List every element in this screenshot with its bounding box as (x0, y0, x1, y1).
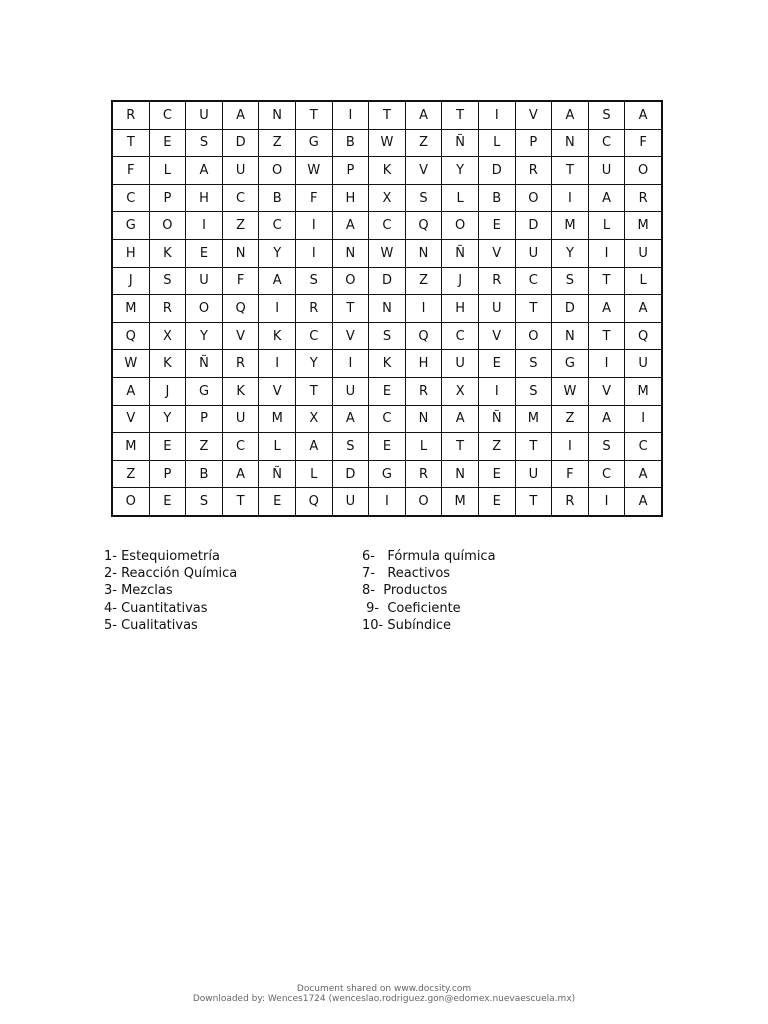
grid-cell: O (515, 322, 552, 350)
grid-row (113, 184, 662, 212)
grid-cell: T (369, 102, 406, 130)
grid-cell: C (588, 460, 625, 488)
grid-cell: R (295, 295, 332, 323)
grid-cell: C (295, 322, 332, 350)
grid-cell: A (625, 460, 662, 488)
grid-cell: N (332, 239, 369, 267)
grid-cell: G (113, 212, 150, 240)
grid-cell: E (478, 212, 515, 240)
grid-cell: C (442, 322, 479, 350)
grid-cell: M (625, 212, 662, 240)
grid-cell: D (222, 129, 259, 157)
grid-cell: S (369, 322, 406, 350)
grid-cell: Ñ (442, 129, 479, 157)
grid-cell: N (552, 129, 589, 157)
grid-cell: K (149, 350, 186, 378)
grid-cell: V (478, 239, 515, 267)
grid-cell: L (588, 212, 625, 240)
grid-cell: L (478, 129, 515, 157)
grid-cell: V (259, 377, 296, 405)
grid-cell: G (552, 350, 589, 378)
grid-cell: K (369, 350, 406, 378)
grid-cell: A (588, 405, 625, 433)
grid-cell: C (369, 405, 406, 433)
grid-cell: L (442, 184, 479, 212)
word-list-item: 9- Coeficiente (362, 600, 461, 616)
grid-cell: T (515, 433, 552, 461)
grid-row (113, 267, 662, 295)
word-search-grid-body (113, 102, 662, 516)
grid-cell: T (442, 433, 479, 461)
grid-cell: X (442, 377, 479, 405)
grid-cell: W (113, 350, 150, 378)
grid-cell: N (259, 102, 296, 130)
grid-cell: I (259, 350, 296, 378)
grid-cell: A (588, 184, 625, 212)
word-list-item: 8- Productos (362, 583, 448, 599)
grid-cell: F (295, 184, 332, 212)
word-list-item: 2- Reacción Química (104, 566, 238, 582)
grid-cell: I (478, 102, 515, 130)
grid-cell: O (186, 295, 223, 323)
grid-cell: U (625, 350, 662, 378)
grid-cell: M (259, 405, 296, 433)
grid-cell: O (405, 488, 442, 516)
grid-cell: A (332, 212, 369, 240)
grid-cell: Q (405, 322, 442, 350)
grid-cell: L (295, 460, 332, 488)
grid-cell: I (552, 184, 589, 212)
grid-cell: J (149, 377, 186, 405)
word-list-right (362, 548, 496, 634)
grid-cell: T (515, 488, 552, 516)
grid-cell: C (259, 212, 296, 240)
word-list-item: 10- Subíndice (362, 617, 451, 633)
grid-cell: Ñ (259, 460, 296, 488)
grid-cell: H (332, 184, 369, 212)
grid-cell: Y (552, 239, 589, 267)
grid-cell: O (625, 157, 662, 185)
grid-cell: A (625, 488, 662, 516)
grid-row (113, 350, 662, 378)
grid-cell: I (588, 350, 625, 378)
grid-cell: E (149, 488, 186, 516)
grid-cell: Z (222, 212, 259, 240)
grid-cell: Q (625, 322, 662, 350)
grid-cell: X (295, 405, 332, 433)
grid-cell: A (625, 295, 662, 323)
grid-cell: U (222, 157, 259, 185)
grid-cell: I (588, 488, 625, 516)
grid-cell: Z (405, 267, 442, 295)
grid-cell: N (369, 295, 406, 323)
grid-cell: E (186, 239, 223, 267)
grid-cell: U (332, 488, 369, 516)
word-list-item: 4- Cuantitativas (104, 600, 208, 616)
grid-cell: A (222, 460, 259, 488)
grid-cell: C (222, 433, 259, 461)
grid-cell: K (149, 239, 186, 267)
grid-cell: D (332, 460, 369, 488)
grid-cell: W (369, 239, 406, 267)
grid-cell: B (186, 460, 223, 488)
grid-cell: L (149, 157, 186, 185)
grid-cell: N (405, 239, 442, 267)
grid-cell: E (149, 433, 186, 461)
grid-cell: P (186, 405, 223, 433)
grid-row (113, 295, 662, 323)
grid-cell: R (149, 295, 186, 323)
grid-cell: T (295, 102, 332, 130)
grid-cell: T (588, 267, 625, 295)
grid-cell: P (149, 460, 186, 488)
grid-cell: N (552, 322, 589, 350)
grid-cell: T (113, 129, 150, 157)
grid-cell: H (186, 184, 223, 212)
grid-cell: T (332, 295, 369, 323)
grid-cell: S (149, 267, 186, 295)
grid-cell: E (369, 433, 406, 461)
grid-cell: B (478, 184, 515, 212)
grid-cell: V (515, 102, 552, 130)
grid-cell: G (369, 460, 406, 488)
grid-cell: I (259, 295, 296, 323)
grid-cell: Y (295, 350, 332, 378)
grid-cell: T (295, 377, 332, 405)
grid-cell: O (259, 157, 296, 185)
grid-cell: L (625, 267, 662, 295)
grid-cell: B (332, 129, 369, 157)
grid-cell: Y (442, 157, 479, 185)
grid-cell: U (515, 460, 552, 488)
grid-cell: Z (259, 129, 296, 157)
grid-cell: M (625, 377, 662, 405)
grid-cell: T (515, 295, 552, 323)
grid-cell: T (588, 322, 625, 350)
grid-cell: R (515, 157, 552, 185)
word-list-item: 7- Reactivos (362, 566, 451, 582)
grid-cell: R (222, 350, 259, 378)
grid-cell: N (405, 405, 442, 433)
grid-row (113, 239, 662, 267)
grid-cell: R (405, 460, 442, 488)
grid-cell: M (515, 405, 552, 433)
grid-cell: Ñ (478, 405, 515, 433)
grid-cell: Ñ (186, 350, 223, 378)
grid-cell: O (332, 267, 369, 295)
grid-cell: R (552, 488, 589, 516)
grid-cell: U (332, 377, 369, 405)
grid-cell: A (332, 405, 369, 433)
grid-cell: C (515, 267, 552, 295)
grid-cell: U (515, 239, 552, 267)
grid-cell: I (295, 212, 332, 240)
grid-cell: S (588, 102, 625, 130)
grid-cell: U (186, 102, 223, 130)
grid-cell: I (625, 405, 662, 433)
grid-cell: R (113, 102, 150, 130)
grid-cell: V (113, 405, 150, 433)
grid-row (113, 433, 662, 461)
grid-cell: I (369, 488, 406, 516)
grid-cell: C (113, 184, 150, 212)
grid-cell: C (222, 184, 259, 212)
grid-cell: R (478, 267, 515, 295)
grid-cell: U (478, 295, 515, 323)
grid-cell: E (478, 460, 515, 488)
grid-cell: U (186, 267, 223, 295)
grid-row (113, 488, 662, 516)
grid-cell: S (186, 129, 223, 157)
grid-cell: D (478, 157, 515, 185)
grid-cell: U (588, 157, 625, 185)
grid-cell: T (552, 157, 589, 185)
grid-cell: F (222, 267, 259, 295)
grid-cell: T (442, 102, 479, 130)
footer-shared-text: Document shared on www.docsity.com (296, 984, 472, 994)
grid-cell: H (113, 239, 150, 267)
grid-cell: G (295, 129, 332, 157)
grid-row (113, 212, 662, 240)
grid-cell: P (332, 157, 369, 185)
grid-cell: Z (405, 129, 442, 157)
grid-cell: S (295, 267, 332, 295)
grid-row (113, 157, 662, 185)
grid-cell: I (405, 295, 442, 323)
grid-cell: I (295, 239, 332, 267)
grid-cell: A (295, 433, 332, 461)
grid-cell: S (552, 267, 589, 295)
grid-cell: A (222, 102, 259, 130)
grid-cell: P (149, 184, 186, 212)
grid-cell: S (515, 350, 552, 378)
grid-cell: D (369, 267, 406, 295)
grid-cell: X (369, 184, 406, 212)
grid-cell: I (552, 433, 589, 461)
grid-cell: U (625, 239, 662, 267)
grid-cell: T (222, 488, 259, 516)
grid-cell: F (625, 129, 662, 157)
grid-cell: E (149, 129, 186, 157)
word-list-item: 3- Mezclas (104, 583, 173, 599)
grid-cell: J (113, 267, 150, 295)
grid-cell: Z (186, 433, 223, 461)
grid-cell: F (113, 157, 150, 185)
grid-cell: H (405, 350, 442, 378)
grid-cell: K (369, 157, 406, 185)
grid-cell: V (588, 377, 625, 405)
grid-cell: L (259, 433, 296, 461)
grid-cell: W (369, 129, 406, 157)
grid-cell: H (442, 295, 479, 323)
grid-cell: I (478, 377, 515, 405)
footer-downloaded-text: Downloaded by: Wences1724 (wenceslao.rodriguez.gon@edomex.nuevaescuela.mx) (192, 994, 576, 1004)
grid-cell: Ñ (442, 239, 479, 267)
grid-cell: S (332, 433, 369, 461)
grid-cell: I (332, 350, 369, 378)
grid-cell: I (332, 102, 369, 130)
grid-cell: Q (405, 212, 442, 240)
grid-cell: O (113, 488, 150, 516)
grid-cell: K (222, 377, 259, 405)
grid-cell: Y (259, 239, 296, 267)
grid-cell: O (149, 212, 186, 240)
grid-cell: C (588, 129, 625, 157)
grid-cell: A (259, 267, 296, 295)
grid-cell: O (515, 184, 552, 212)
word-list-item: 1- Estequiometría (104, 549, 220, 564)
grid-cell: N (442, 460, 479, 488)
grid-cell: R (625, 184, 662, 212)
grid-cell: Y (186, 322, 223, 350)
grid-cell: I (588, 239, 625, 267)
grid-cell: A (442, 405, 479, 433)
word-list-left (104, 548, 237, 634)
grid-cell: C (369, 212, 406, 240)
grid-cell: Q (295, 488, 332, 516)
grid-cell: O (442, 212, 479, 240)
grid-cell: C (149, 102, 186, 130)
grid-cell: Z (113, 460, 150, 488)
grid-cell: L (405, 433, 442, 461)
grid-row (113, 322, 662, 350)
grid-cell: U (222, 405, 259, 433)
grid-row (113, 460, 662, 488)
grid-cell: C (625, 433, 662, 461)
word-list-item: 5- Cualitativas (104, 617, 198, 633)
grid-cell: U (442, 350, 479, 378)
grid-cell: M (552, 212, 589, 240)
grid-cell: D (515, 212, 552, 240)
grid-cell: I (186, 212, 223, 240)
word-search-grid (112, 101, 662, 516)
grid-cell: Q (222, 295, 259, 323)
grid-cell: M (113, 433, 150, 461)
grid-row (113, 405, 662, 433)
grid-row (113, 129, 662, 157)
grid-cell: D (552, 295, 589, 323)
grid-cell: Y (149, 405, 186, 433)
grid-cell: E (478, 350, 515, 378)
grid-cell: X (149, 322, 186, 350)
grid-cell: V (332, 322, 369, 350)
grid-cell: A (625, 102, 662, 130)
grid-cell: M (442, 488, 479, 516)
grid-cell: A (186, 157, 223, 185)
grid-cell: V (478, 322, 515, 350)
grid-row (113, 102, 662, 130)
grid-cell: P (515, 129, 552, 157)
grid-cell: K (259, 322, 296, 350)
grid-cell: A (113, 377, 150, 405)
grid-cell: Z (552, 405, 589, 433)
grid-cell: S (405, 184, 442, 212)
grid-cell: E (478, 488, 515, 516)
grid-cell: W (295, 157, 332, 185)
grid-cell: W (552, 377, 589, 405)
grid-cell: A (588, 295, 625, 323)
grid-cell: B (259, 184, 296, 212)
grid-cell: M (113, 295, 150, 323)
grid-cell: F (552, 460, 589, 488)
grid-cell: S (186, 488, 223, 516)
grid-cell: E (369, 377, 406, 405)
grid-cell: G (186, 377, 223, 405)
grid-cell: V (222, 322, 259, 350)
grid-cell: S (588, 433, 625, 461)
grid-cell: J (442, 267, 479, 295)
grid-cell: Q (113, 322, 150, 350)
grid-cell: N (222, 239, 259, 267)
word-list-item: 6- Fórmula química (362, 549, 496, 564)
grid-cell: Z (478, 433, 515, 461)
grid-row (113, 377, 662, 405)
grid-cell: S (515, 377, 552, 405)
grid-cell: V (405, 157, 442, 185)
grid-cell: A (552, 102, 589, 130)
grid-cell: R (405, 377, 442, 405)
grid-cell: A (405, 102, 442, 130)
grid-cell: E (259, 488, 296, 516)
